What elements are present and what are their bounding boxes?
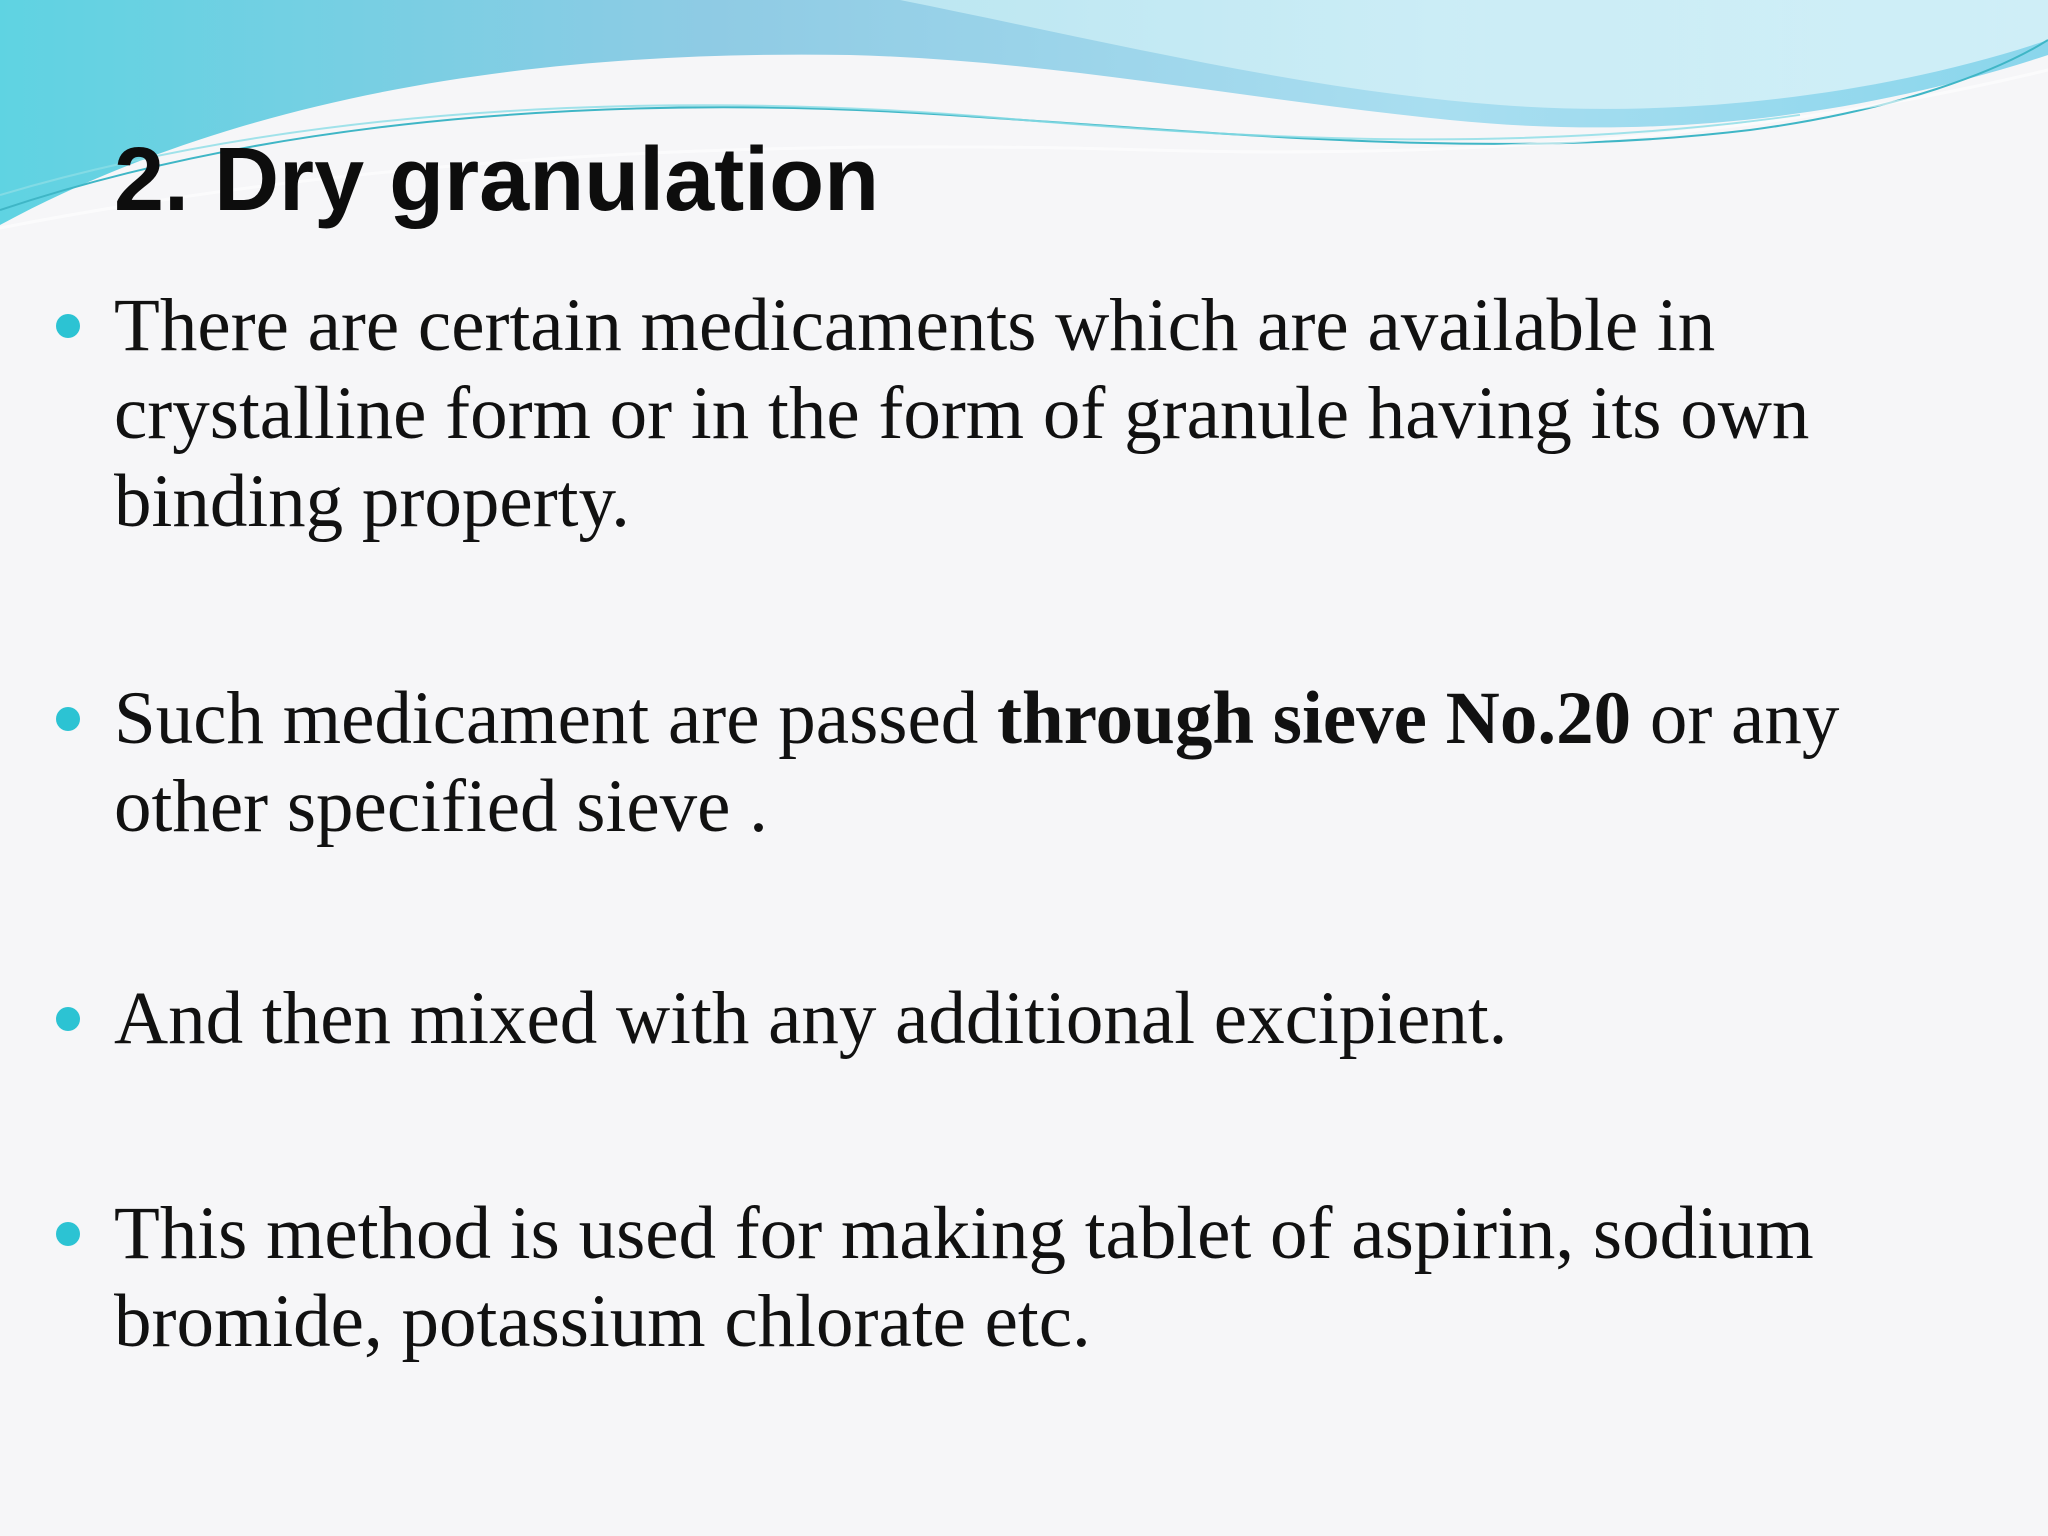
bullet-item <box>114 282 2014 546</box>
bullet-item <box>114 1190 2014 1366</box>
bullet-item <box>114 675 2014 851</box>
bullet-text-line: crystalline form or in the form of granule having its own <box>114 372 1810 455</box>
bullet-item <box>114 975 2014 1063</box>
bullet-dot-icon <box>56 1222 80 1246</box>
bullet-text-line: binding property. <box>114 460 630 543</box>
bullet-text-segment: or any <box>1631 677 1840 760</box>
bullet-text-line: other specified sieve . <box>114 765 768 848</box>
bullet-text-line: This method is used for making tablet of aspirin, sodium <box>114 1192 1814 1275</box>
bullet-text-line: And then mixed with any additional excipient. <box>114 977 1508 1060</box>
bullet-dot-icon <box>56 1007 80 1031</box>
bullet-text-line: bromide, potassium chlorate etc. <box>114 1280 1091 1363</box>
bullet-bold-text: through sieve No.20 <box>997 677 1632 760</box>
bullet-text-segment: Such medicament are passed <box>114 677 998 760</box>
bullet-dot-icon <box>56 314 80 338</box>
slide-title: 2. Dry granulation <box>114 130 880 230</box>
bullet-text-line: There are certain medicaments which are available in <box>114 284 1716 367</box>
bullet-dot-icon <box>56 707 80 731</box>
bullet-text-line <box>114 675 2014 763</box>
